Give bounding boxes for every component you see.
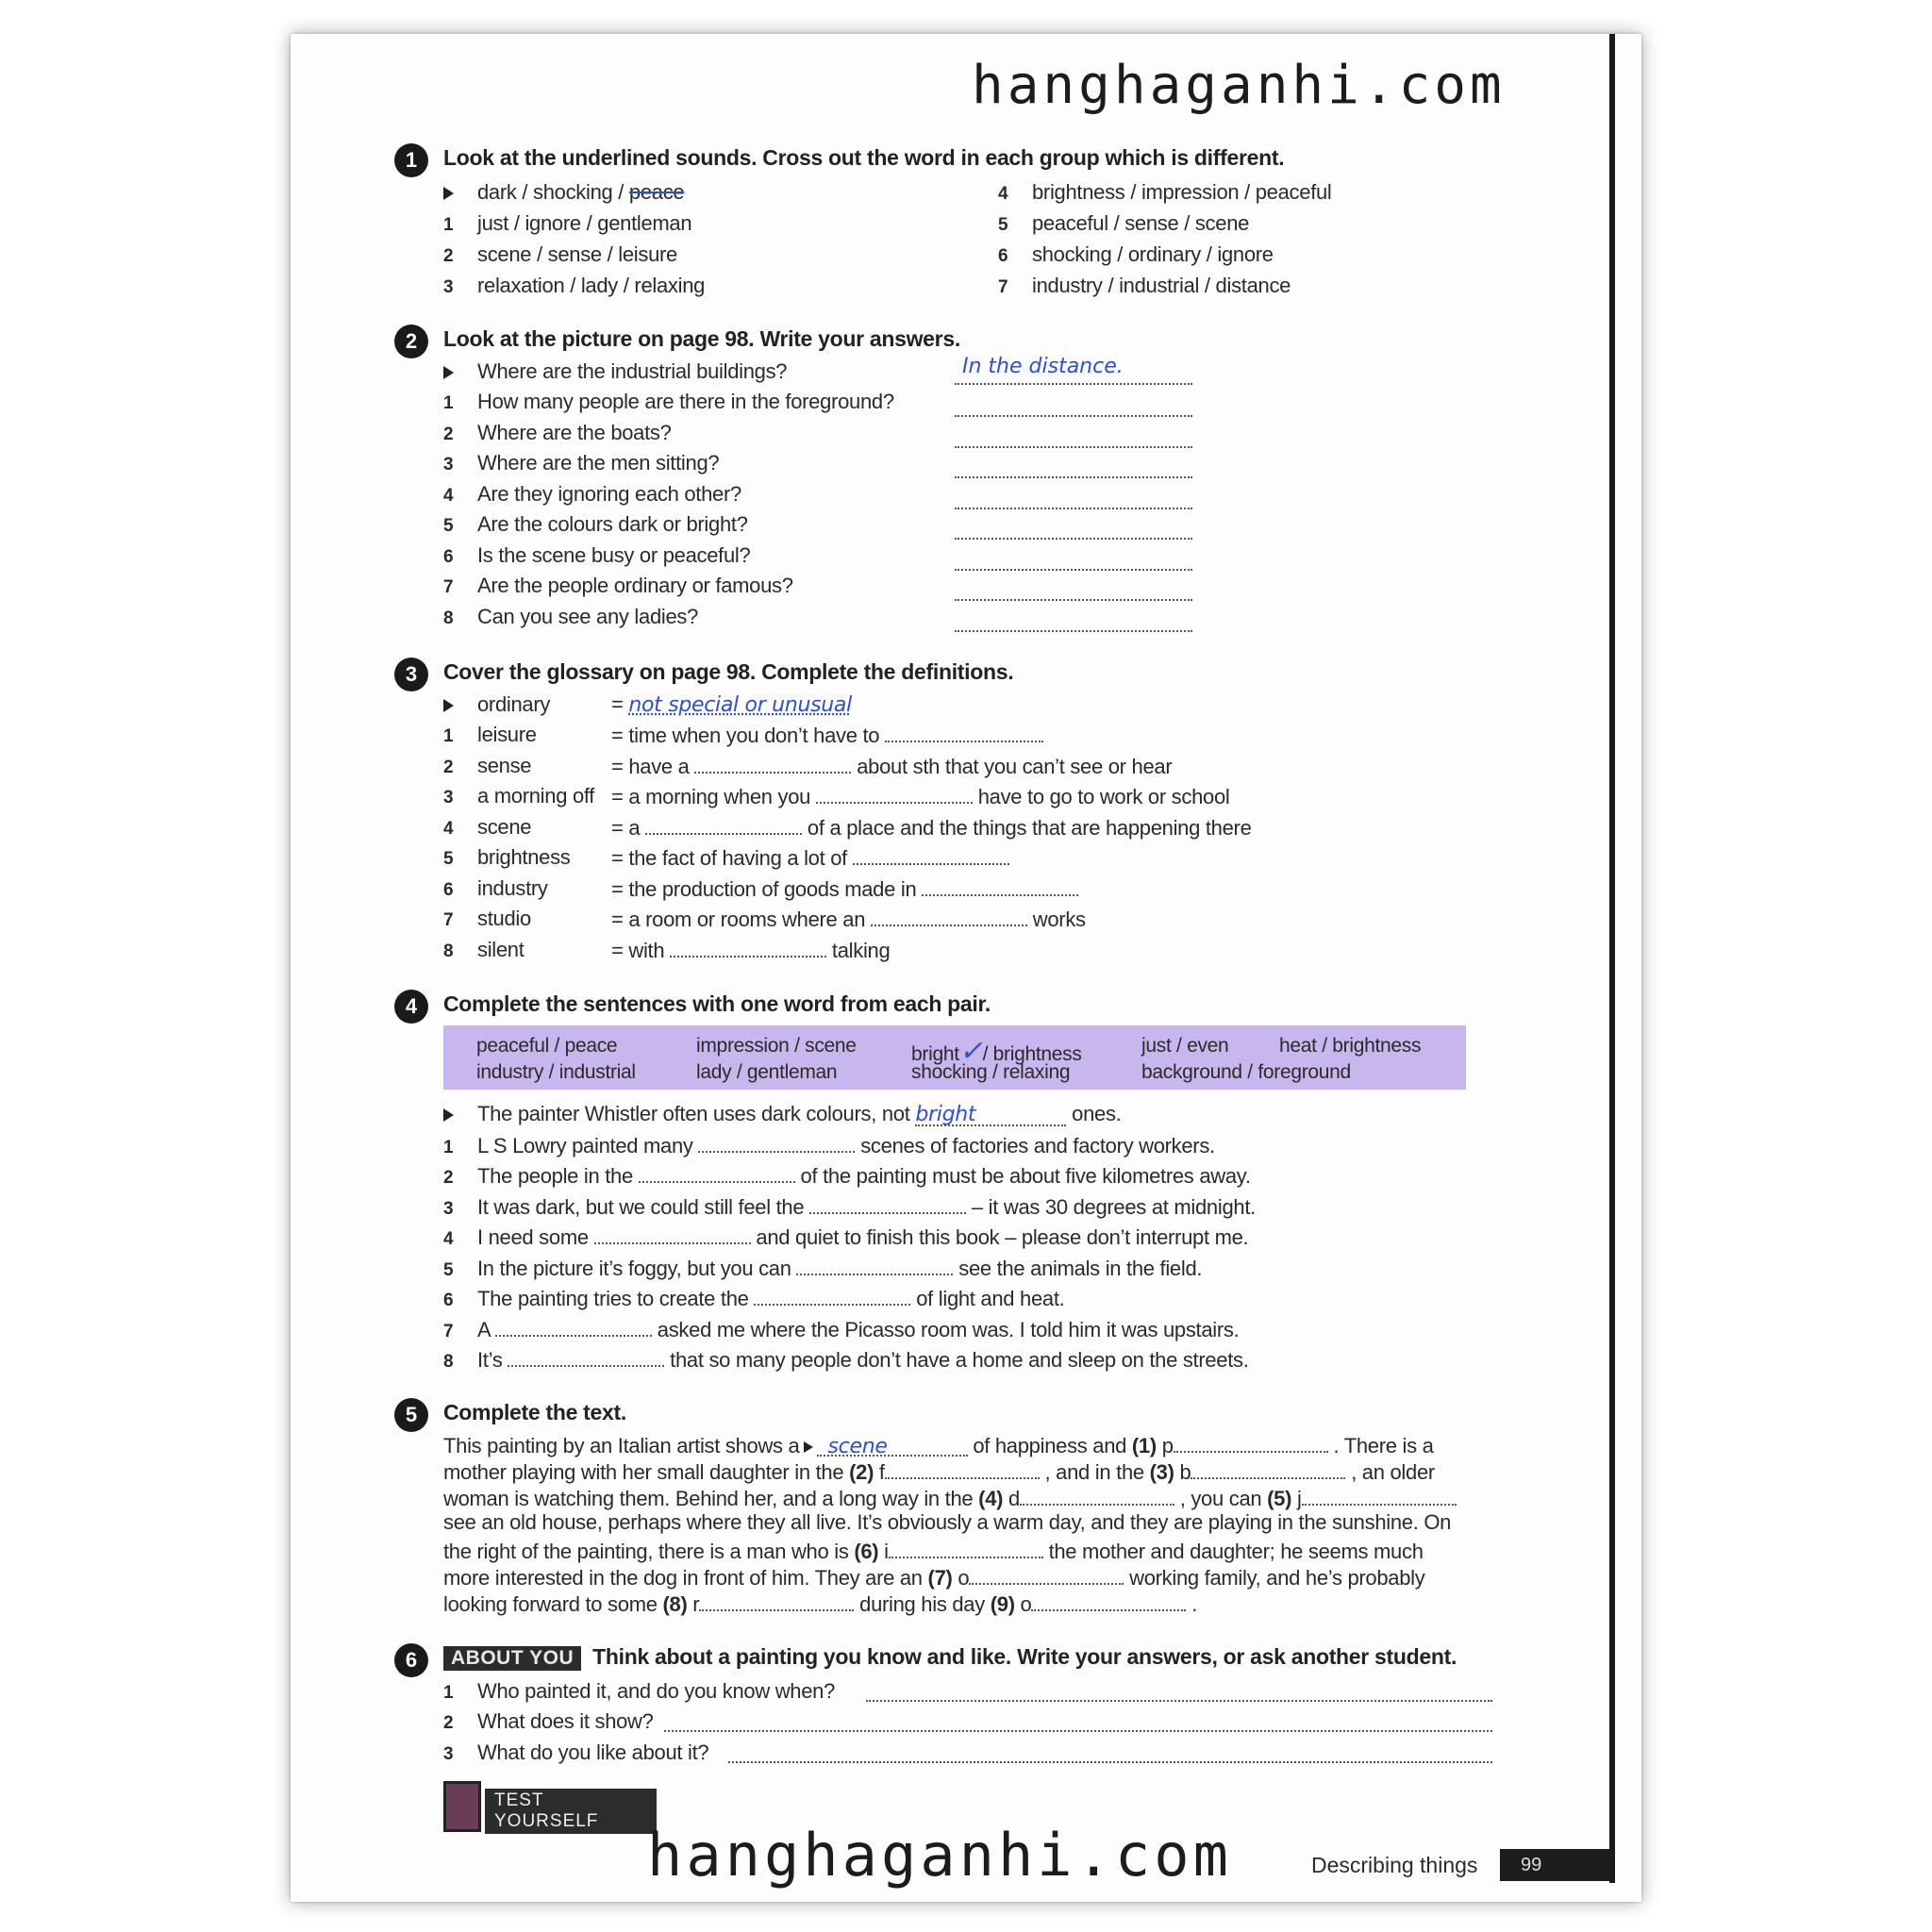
- blank[interactable]: [698, 1130, 855, 1153]
- word-pair: industry / industrial: [476, 1061, 636, 1083]
- example-arrow-icon: [443, 366, 454, 379]
- answer-line-ex6-3[interactable]: [728, 1748, 1492, 1763]
- ex3-item-2: 2 sense: [443, 754, 532, 777]
- word-pair: peaceful / peace: [476, 1035, 618, 1057]
- blank[interactable]: [816, 781, 973, 804]
- ex2-item-8: 8 Can you see any ladies?: [443, 605, 699, 628]
- answer-line-6[interactable]: [955, 544, 1192, 571]
- word-pair: just / even: [1141, 1035, 1229, 1057]
- exercise-5-number: 5: [394, 1398, 428, 1432]
- footer-section-title: Describing things: [1311, 1853, 1478, 1877]
- ex5-text-line-5: the right of the painting, there is a man who is (6) i the mother and daughter; he seems much: [443, 1536, 1424, 1562]
- ex4-item-8: 8 It’s that so many people don’t have a home and sleep on the streets.: [443, 1344, 1249, 1374]
- answer-line-ex6-1[interactable]: [866, 1687, 1492, 1702]
- ex4-item-7: 7 A asked me where the Picasso room was. I told him it was upstairs.: [443, 1314, 1239, 1344]
- blank[interactable]: [1191, 1457, 1345, 1479]
- blank[interactable]: [694, 751, 851, 774]
- ex1-item-3: 3 relaxation / lady / relaxing: [443, 274, 706, 297]
- blank[interactable]: [871, 904, 1027, 926]
- blank[interactable]: [495, 1314, 652, 1337]
- ex3-item-8: 8 silent: [443, 938, 525, 961]
- check-mark-icon: ✓: [958, 1036, 983, 1067]
- answer-line-4[interactable]: [955, 483, 1192, 509]
- exercise-6-title: ABOUT YOU Think about a painting you know and like. Write your answers, or ask another student.: [443, 1644, 1457, 1671]
- blank[interactable]: [885, 720, 1043, 742]
- blank[interactable]: [754, 1283, 910, 1306]
- ex2-item-4: 4 Are they ignoring each other?: [443, 482, 741, 506]
- example-arrow-icon: [804, 1441, 813, 1453]
- ex1-item-1: 1 just / ignore / gentleman: [443, 211, 692, 235]
- blank[interactable]: [508, 1344, 664, 1367]
- workbook-page: [291, 34, 1641, 1902]
- example-arrow-icon: [443, 1108, 454, 1122]
- ex4-example-row: The painter Whistler often uses dark colours, not bright ones.: [443, 1099, 1121, 1129]
- blank[interactable]: [1174, 1430, 1328, 1453]
- ex1-item-7: 7 industry / industrial / distance: [998, 274, 1291, 297]
- ex6-item-2: 2 What does it show?: [443, 1709, 654, 1733]
- blank[interactable]: [1302, 1483, 1457, 1506]
- ex6-item-1: 1 Who painted it, and do you know when?: [443, 1679, 836, 1703]
- blank[interactable]: [969, 1562, 1124, 1585]
- notebook-icon: [443, 1781, 481, 1832]
- word-pair: bright✓/ brightness: [911, 1036, 1082, 1067]
- ex5-text-line-1: This painting by an Italian artist shows a scene of happiness and (1) p . There is a: [443, 1430, 1434, 1457]
- exercise-6-number: 6: [394, 1643, 428, 1677]
- test-yourself-badge: [443, 1781, 657, 1832]
- blank[interactable]: [699, 1589, 854, 1611]
- blank[interactable]: [645, 812, 802, 835]
- exercise-2-number: 2: [394, 325, 428, 358]
- exercise-2-title: Look at the picture on page 98. Write your answers.: [443, 326, 960, 351]
- ex1-item-2: 2 scene / sense / leisure: [443, 242, 677, 266]
- answer-line-3[interactable]: [955, 452, 1192, 478]
- ex1-item-6: 6 shocking / ordinary / ignore: [998, 242, 1274, 266]
- ex5-text-line-6: more interested in the dog in front of him. They are an (7) o working family, and he’s probably: [443, 1562, 1424, 1589]
- blank[interactable]: [885, 1457, 1040, 1479]
- ex3-example-definition: = not special or unusual: [611, 692, 852, 717]
- watermark-top: hanghaganhi.com: [972, 55, 1506, 116]
- exercise-4-number: 4: [394, 990, 428, 1024]
- blank[interactable]: [639, 1160, 795, 1183]
- ex5-text-line-4: see an old house, perhaps where they all live. It’s obviously a warm day, and they are playing in the sunshine. On: [443, 1510, 1452, 1534]
- word-pair: lady / gentleman: [696, 1061, 838, 1083]
- ex3-def-2: = have a about sth that you can’t see or hear: [611, 751, 1172, 781]
- ex5-text-line-7: looking forward to some (8) r during his day (9) o .: [443, 1589, 1197, 1615]
- exercise-3-number: 3: [394, 658, 428, 691]
- exercise-3-title: Cover the glossary on page 98. Complete the definitions.: [443, 659, 1014, 684]
- ex1-item-5: 5 peaceful / sense / scene: [998, 211, 1250, 235]
- ex3-item-3: 3 a morning off: [443, 784, 595, 808]
- ex4-item-5: 5 In the picture it’s foggy, but you can see the animals in the field.: [443, 1253, 1202, 1283]
- word-pair: impression / scene: [696, 1035, 857, 1057]
- handwritten-answer: scene: [817, 1434, 968, 1457]
- ex1-item-4: 4 brightness / impression / peaceful: [998, 180, 1332, 204]
- word-pair: shocking / relaxing: [911, 1061, 1071, 1083]
- ex3-item-5: 5 brightness: [443, 845, 571, 869]
- about-you-tag: ABOUT YOU: [443, 1646, 581, 1671]
- handwritten-answer: not special or unusual: [628, 693, 852, 717]
- page-number: 99: [1500, 1849, 1611, 1881]
- ex1-example-row: dark / shocking / peace: [443, 177, 684, 208]
- ex2-example-row: Where are the industrial buildings?: [443, 357, 787, 387]
- ex2-item-1: 1 How many people are there in the foreground?: [443, 390, 894, 413]
- ex2-item-3: 3 Where are the men sitting?: [443, 451, 720, 475]
- ex3-item-4: 4 scene: [443, 815, 532, 839]
- ex4-item-6: 6 The painting tries to create the of light and heat.: [443, 1283, 1064, 1313]
- word-pair: heat / brightness: [1279, 1035, 1422, 1057]
- ex3-def-4: = a of a place and the things that are happening there: [611, 812, 1252, 842]
- ex3-def-3: = a morning when you have to go to work or school: [611, 781, 1229, 811]
- ex4-item-3: 3 It was dark, but we could still feel the – it was 30 degrees at midnight.: [443, 1191, 1256, 1222]
- blank[interactable]: [809, 1191, 966, 1214]
- word-pair: background / foreground: [1141, 1061, 1351, 1083]
- exercise-1-title: Look at the underlined sounds. Cross out the word in each group which is different.: [443, 145, 1285, 170]
- answer-line-ex6-2[interactable]: [664, 1717, 1492, 1732]
- ex3-def-1: = time when you don’t have to: [611, 720, 1043, 750]
- blank[interactable]: [594, 1222, 751, 1244]
- ex4-item-4: 4 I need some and quiet to finish this book – please don’t interrupt me.: [443, 1222, 1248, 1252]
- ex2-item-5: 5 Are the colours dark or bright?: [443, 512, 748, 536]
- blank[interactable]: [1020, 1483, 1174, 1506]
- blank[interactable]: [670, 935, 826, 958]
- blank[interactable]: [796, 1253, 953, 1275]
- ex3-def-7: = a room or rooms where an works: [611, 904, 1086, 934]
- handwritten-answer: In the distance.: [962, 355, 1124, 378]
- exercise-1-number: 1: [394, 143, 428, 177]
- ex3-def-6: = the production of goods made in: [611, 874, 1078, 904]
- ex3-example-row: ordinary: [443, 690, 550, 720]
- ex2-item-2: 2 Where are the boats?: [443, 421, 672, 444]
- example-arrow-icon: [443, 187, 454, 200]
- ex6-item-3: 3 What do you like about it?: [443, 1740, 709, 1764]
- blank[interactable]: [853, 842, 1009, 865]
- blank[interactable]: [922, 874, 1078, 896]
- crossed-out-word: peace: [628, 180, 685, 204]
- ex3-item-7: 7 studio: [443, 907, 531, 930]
- exercise-4-title: Complete the sentences with one word from each pair.: [443, 991, 991, 1016]
- blank[interactable]: [889, 1536, 1043, 1558]
- ex3-def-5: = the fact of having a lot of: [611, 842, 1009, 873]
- answer-line-8[interactable]: [955, 606, 1192, 632]
- answer-line-1[interactable]: [955, 391, 1192, 417]
- ex3-def-8: = with talking: [611, 935, 890, 965]
- ex3-item-6: 6 industry: [443, 876, 548, 900]
- ex5-text-line-3: woman is watching them. Behind her, and a long way in the (4) d , you can (5) j: [443, 1483, 1457, 1509]
- watermark-bottom: hanghaganhi.com: [647, 1821, 1232, 1890]
- example-arrow-icon: [443, 699, 454, 712]
- answer-line-2[interactable]: [955, 422, 1192, 448]
- page-edge-rule: [1609, 34, 1615, 1883]
- ex3-item-1: 1 leisure: [443, 723, 537, 746]
- ex5-text-line-2: mother playing with her small daughter in the (2) f , and in the (3) b , an older: [443, 1457, 1435, 1483]
- answer-line-5[interactable]: [955, 513, 1192, 540]
- answer-line-7[interactable]: [955, 575, 1192, 601]
- ex4-item-2: 2 The people in the of the painting must be about five kilometres away.: [443, 1160, 1251, 1191]
- ex4-item-1: 1 L S Lowry painted many scenes of factories and factory workers.: [443, 1130, 1215, 1160]
- answer-line-example[interactable]: [955, 355, 1192, 385]
- blank[interactable]: [1031, 1589, 1186, 1611]
- handwritten-answer: bright: [915, 1100, 1066, 1126]
- exercise-5-title: Complete the text.: [443, 1400, 626, 1424]
- ex2-item-7: 7 Are the people ordinary or famous?: [443, 574, 793, 597]
- test-yourself-label: TEST YOURSELF: [485, 1789, 657, 1834]
- ex2-item-6: 6 Is the scene busy or peaceful?: [443, 543, 751, 567]
